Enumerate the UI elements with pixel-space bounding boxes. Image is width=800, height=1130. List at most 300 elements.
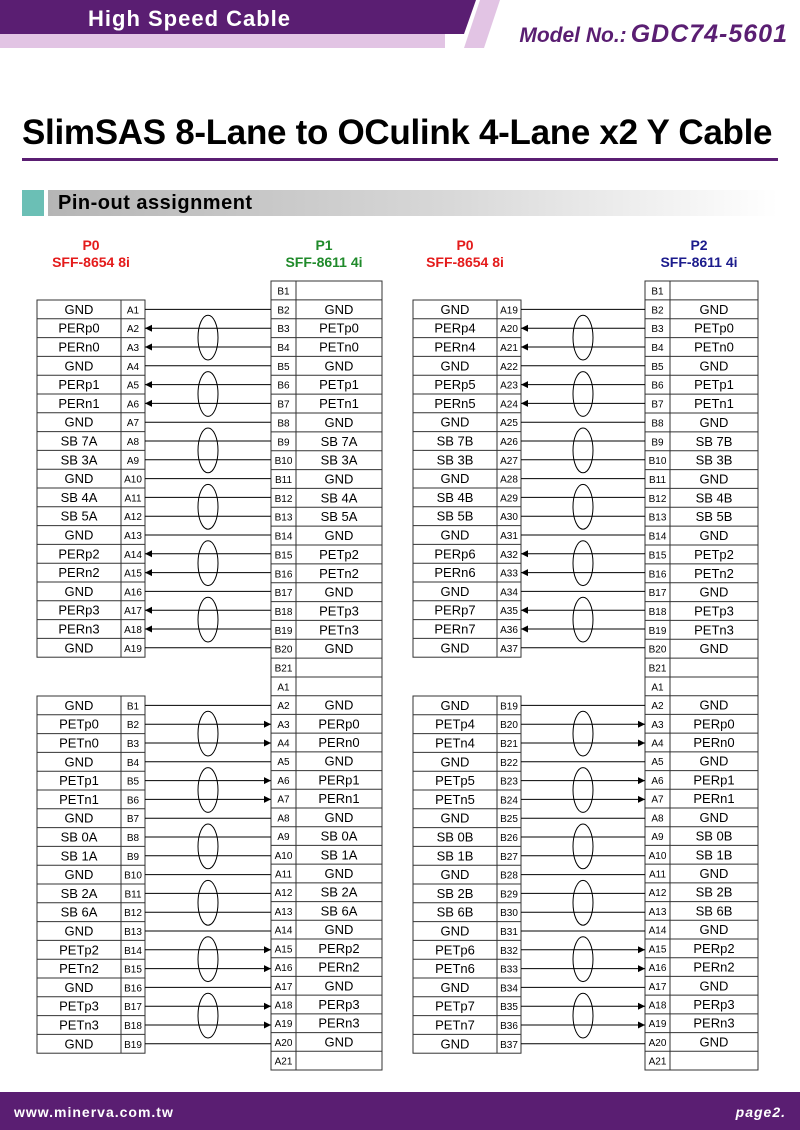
pin-label: B17 [274,588,293,600]
pin-label: B12 [648,493,667,505]
signal-label: SB 5A [60,508,98,524]
signal-label: PERn3 [318,1015,360,1031]
signal-label: GND [64,810,94,826]
signal-label: PERn3 [693,1015,735,1031]
pin-label: A35 [500,606,518,618]
twisted-pair-loop [573,372,593,417]
signal-label: GND [324,697,354,713]
pin-label: A15 [648,944,667,956]
signal-arrow [638,946,645,953]
signal-label: SB 1B [436,848,474,864]
signal-label: SB 3A [320,452,358,468]
pin-label: B28 [500,870,518,882]
signal-label: GND [440,810,470,826]
pin-label: A9 [126,455,140,467]
pin-label: A24 [500,399,518,411]
signal-label: GND [699,809,729,825]
signal-label: SB 3B [436,452,474,468]
pin-label: B34 [500,983,518,995]
signal-arrow [638,1003,645,1010]
signal-label: GND [440,358,470,374]
pin-label: B14 [274,531,293,543]
signal-label: GND [64,301,94,317]
signal-label: PETn0 [59,735,99,751]
signal-arrow [264,721,271,728]
pin-label: B12 [274,493,293,505]
signal-arrow [638,777,645,784]
signal-label: GND [64,358,94,374]
signal-label: GND [324,414,354,430]
pin-label: A10 [274,850,293,862]
twisted-pair-loop [573,428,593,473]
signal-label: GND [64,640,94,656]
signal-label: GND [324,978,354,994]
twisted-pair-loop [573,880,593,925]
pin-label: A15 [274,944,293,956]
signal-label: PERn1 [693,791,735,807]
signal-arrow [264,796,271,803]
signal-label: GND [64,923,94,939]
signal-label: SB 6B [695,903,733,919]
twisted-pair-loop [198,315,218,360]
signal-label: PETp3 [319,603,359,619]
signal-label: PERp1 [58,377,100,393]
pin-label: B8 [651,418,664,430]
signal-label: PETp2 [694,546,734,562]
pin-label: B33 [500,964,518,976]
signal-label: GND [440,414,470,430]
pin-label: A16 [274,963,293,975]
section-title: Pin-out assignment [58,192,253,214]
pin-label: A7 [277,794,290,806]
signal-label: PETp5 [435,773,475,789]
pin-label: B10 [648,456,667,468]
signal-label: GND [440,697,470,713]
signal-label: SB 4B [436,489,474,505]
pin-label: B6 [126,795,140,807]
signal-label: SB 3A [60,452,98,468]
pin-label: A11 [274,869,293,881]
pin-label: A30 [500,512,518,524]
pin-label: A14 [274,925,293,937]
signal-label: GND [440,640,470,656]
pin-label: A11 [648,869,667,881]
pin-label: A16 [124,587,142,599]
signal-label: PETp7 [435,998,475,1014]
signal-label: PERn2 [693,959,735,975]
signal-label: GND [440,979,470,995]
pin-label: A8 [277,813,290,825]
signal-label: SB 1A [60,848,98,864]
signal-label: PETn5 [435,791,475,807]
pin-label: B26 [500,833,518,844]
signal-label: PETp4 [435,716,475,732]
pin-label: B36 [500,1021,518,1032]
pin-label: B1 [277,286,290,298]
signal-label: SB 3B [695,452,733,468]
signal-label: PETp1 [694,377,734,393]
pin-label: B20 [274,644,293,656]
pin-label: B11 [274,475,293,486]
signal-label: GND [64,697,94,713]
signal-label: GND [699,697,729,713]
pin-label: B7 [126,814,140,826]
signal-label: GND [699,978,729,994]
page-title: SlimSAS 8-Lane to OCulink 4-Lane x2 Y Cable [22,113,773,152]
signal-label: PERn5 [434,395,476,411]
pin-label: A33 [500,568,518,580]
pin-label: B16 [124,983,142,995]
pin-label: A10 [124,474,142,486]
signal-label: GND [324,641,354,657]
signal-label: GND [440,867,470,883]
pin-label: B19 [124,1039,142,1051]
footer-url: www.minerva.com.tw [14,1104,174,1120]
signal-label: PETn6 [435,961,475,977]
pin-label: B9 [277,437,290,449]
signal-label: SB 2A [60,885,98,901]
pin-label: B9 [651,437,664,449]
pin-label: A6 [126,399,140,411]
signal-arrow [521,626,528,633]
connector-name: P2 [690,237,708,253]
signal-label: GND [699,922,729,938]
twisted-pair-loop [198,711,218,756]
signal-label: PERp1 [318,772,360,788]
pin-label: A31 [500,531,518,542]
signal-arrow [264,1022,271,1029]
pin-label: A5 [651,757,664,769]
signal-label: SB 0B [436,829,474,845]
pin-label: B1 [651,286,664,298]
pin-label: B12 [124,908,142,920]
pin-label: A11 [124,493,142,505]
twisted-pair-loop [573,937,593,982]
signal-label: GND [699,528,729,544]
twisted-pair-loop [573,315,593,360]
pin-label: B9 [126,851,140,863]
twisted-pair-loop [198,541,218,586]
pin-label: B11 [124,889,142,901]
pin-label: A29 [500,493,518,505]
twisted-pair-loop [573,541,593,586]
signal-label: GND [440,471,470,487]
pin-label: A20 [648,1037,667,1049]
twisted-pair-loop [198,993,218,1038]
signal-label: PETp6 [435,942,475,958]
signal-label: GND [699,584,729,600]
twisted-pair-loop [573,597,593,642]
pin-label: B13 [124,927,142,938]
signal-arrow [145,344,152,351]
model-value: GDC74-5601 [630,20,788,48]
signal-label: PERn0 [693,735,735,750]
signal-arrow [638,721,645,728]
pin-label: B20 [500,720,518,732]
pin-label: B18 [124,1021,142,1032]
pin-label: A3 [651,719,664,731]
pin-label: A19 [274,1019,293,1031]
pin-label: B4 [126,757,140,769]
signal-arrow [264,1003,271,1010]
signal-label: SB 1A [320,847,358,863]
pin-label: A21 [274,1056,293,1068]
pin-label: B11 [648,475,667,486]
pin-label: A19 [500,305,518,317]
signal-label: SB 5B [436,508,474,524]
signal-label: PERp3 [318,997,360,1012]
pin-label: B10 [274,456,293,468]
pin-label: A3 [277,719,290,731]
signal-label: PETn1 [694,396,734,412]
pin-label: B21 [648,663,667,675]
twisted-pair-loop [198,484,218,529]
twisted-pair-loop [198,372,218,417]
twisted-pair-loop [573,993,593,1038]
signal-label: GND [440,923,470,939]
signal-label: PERp2 [58,546,100,562]
pin-label: A22 [500,361,518,373]
signal-label: GND [64,527,94,543]
signal-label: GND [440,1036,470,1052]
signal-label: SB 5A [320,509,358,525]
signal-label: SB 7A [320,433,358,449]
pin-label: B13 [648,512,667,524]
twisted-pair-loop [198,880,218,925]
signal-label: SB 6A [60,904,98,920]
signal-label: PETn0 [319,339,359,355]
signal-label: GND [324,471,354,487]
pin-label: B23 [500,776,518,788]
signal-label: GND [324,809,354,825]
pin-label: B5 [651,361,664,373]
signal-label: GND [699,753,729,769]
signal-label: PERp3 [58,602,100,618]
signal-label: PETn7 [435,1017,475,1033]
connector-name: P1 [315,237,333,253]
pin-label: A7 [126,418,140,430]
connector-type: SFF-8654 8i [52,254,130,270]
pin-label: B14 [648,531,667,543]
pin-label: A19 [124,643,142,655]
signal-label: SB 6B [436,904,474,920]
connector-name: P0 [456,237,474,253]
signal-label: GND [324,358,354,374]
signal-label: PERn0 [318,735,360,750]
signal-label: PERp1 [693,772,735,788]
signal-label: PETn3 [59,1017,99,1033]
pin-label: A21 [500,343,518,354]
signal-label: GND [64,754,94,770]
signal-label: GND [699,471,729,487]
signal-arrow [638,796,645,803]
pin-label: B21 [274,663,293,675]
pin-label: B22 [500,757,518,769]
signal-label: GND [64,414,94,430]
pin-label: A18 [274,1000,293,1012]
twisted-pair-loop [198,937,218,982]
signal-label: GND [324,922,354,938]
pin-label: A34 [500,587,518,599]
signal-label: PERn3 [58,621,100,637]
signal-label: SB 7A [60,433,98,449]
pin-label: B19 [274,625,293,637]
signal-arrow [264,740,271,747]
model-label: Model No.: [519,24,627,47]
pin-label: B18 [648,607,667,618]
signal-arrow [264,965,271,972]
pin-label: B7 [651,399,664,411]
pin-label: A6 [277,775,290,787]
pin-label: A25 [500,418,518,430]
signal-label: PERp2 [693,940,735,956]
pin-label: A36 [500,625,518,636]
pin-label: A8 [126,437,140,448]
pin-label: A4 [126,361,140,373]
signal-label: PERp0 [318,716,360,732]
footer-bar [0,1092,800,1130]
pin-label: B5 [126,776,140,788]
connector-name: P0 [82,237,100,253]
pin-label: A13 [274,906,293,918]
pin-label: A14 [124,549,142,561]
pin-label: B29 [500,889,518,901]
pin-label: B32 [500,945,518,957]
pin-label: A2 [277,701,290,713]
pin-label: A5 [277,757,290,769]
signal-label: GND [440,754,470,770]
pin-label: B16 [274,569,293,581]
signal-label: SB 0B [695,828,733,844]
signal-label: SB 2B [436,885,474,901]
signal-label: GND [699,1034,729,1050]
pin-label: B19 [500,701,518,713]
signal-arrow [145,325,152,332]
signal-arrow [145,400,152,407]
signal-label: PERp3 [693,997,735,1012]
signal-label: GND [440,301,470,317]
signal-arrow [521,569,528,576]
signal-arrow [264,777,271,784]
signal-label: PETp0 [694,320,734,336]
pin-label: A37 [500,643,518,655]
pin-label: A2 [651,701,664,713]
signal-label: GND [324,301,354,317]
pin-label: A12 [124,512,142,524]
pin-label: A1 [126,305,140,317]
twisted-pair-loop [573,484,593,529]
signal-label: GND [440,527,470,543]
pin-label: A18 [648,1000,667,1012]
pin-label: B25 [500,814,518,826]
signal-label: PETp3 [694,603,734,619]
pin-label: A17 [274,981,293,993]
pin-label: A17 [124,606,142,618]
signal-label: PERn4 [434,339,476,355]
pin-label: B6 [651,380,664,392]
signal-label: PERp4 [434,320,476,336]
pin-label: B24 [500,795,518,807]
pin-label: B14 [124,945,142,957]
signal-label: PETn3 [319,622,359,638]
pin-label: B1 [126,701,140,713]
signal-arrow [521,607,528,614]
signal-label: PERn2 [58,565,100,581]
pin-label: A6 [651,775,664,787]
pin-label: B18 [274,607,293,618]
pin-label: B31 [500,927,518,938]
pin-label: B4 [651,343,664,354]
signal-arrow [145,381,152,388]
pin-label: A2 [126,324,140,336]
pin-label: B15 [124,964,142,976]
footer-page-number: page2. [735,1104,786,1120]
signal-label: PERn1 [318,791,360,807]
pin-label: A9 [651,832,664,844]
signal-label: GND [699,414,729,430]
pin-label: B3 [277,324,290,336]
pin-label: B3 [126,739,140,750]
pin-label: A13 [648,906,667,918]
signal-label: PETn0 [694,339,734,355]
pin-label: B2 [126,720,140,732]
signal-label: GND [324,584,354,600]
signal-label: GND [64,1036,94,1052]
pin-label: B3 [651,324,664,336]
signal-label: GND [64,979,94,995]
connector-type: SFF-8611 4i [660,254,738,270]
signal-label: PETp1 [319,377,359,393]
pin-label: A18 [124,625,142,636]
connector-type: SFF-8611 4i [285,254,363,270]
twisted-pair-loop [198,597,218,642]
signal-label: PETn2 [319,565,359,581]
pin-label: B37 [500,1039,518,1051]
pin-label: B6 [277,380,290,392]
twisted-pair-loop [573,824,593,869]
pin-label: A1 [651,682,664,694]
signal-label: PERp5 [434,377,476,393]
signal-label: PETp1 [59,773,99,789]
signal-label: PETp0 [319,320,359,336]
pin-label: A3 [126,343,140,354]
signal-label: SB 6A [320,903,358,919]
pin-label: B15 [648,550,667,562]
pin-label: A1 [277,682,290,694]
pin-label: A17 [648,981,667,993]
signal-label: PERn7 [434,621,476,637]
signal-label: PETn2 [59,961,99,977]
pin-label: B17 [124,1002,142,1014]
brand-title: High Speed Cable [88,6,292,31]
signal-label: GND [324,528,354,544]
pin-label: B4 [277,343,290,354]
signal-label: GND [64,867,94,883]
pin-label: B13 [274,512,293,524]
pin-label: A19 [648,1019,667,1031]
pin-label: B27 [500,851,518,863]
twisted-pair-loop [198,768,218,813]
pin-label: A27 [500,455,518,467]
signal-label: SB 4A [320,490,358,506]
signal-arrow [264,946,271,953]
signal-arrow [638,740,645,747]
pin-label: B2 [651,305,664,317]
pin-label: B7 [277,399,290,411]
pin-label: B5 [277,361,290,373]
signal-arrow [521,400,528,407]
signal-label: GND [324,866,354,881]
